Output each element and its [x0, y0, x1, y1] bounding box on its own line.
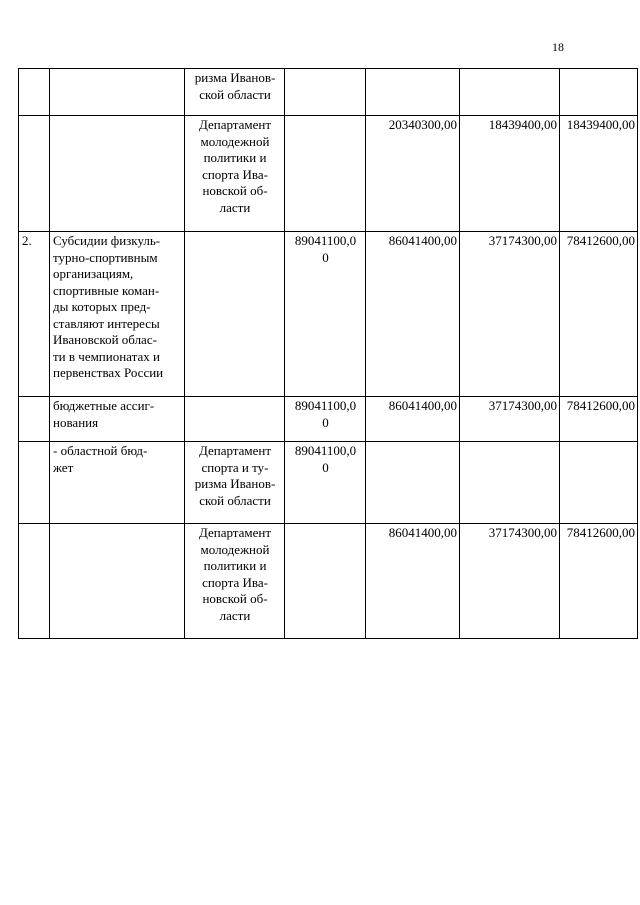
- executor-cell: [185, 69, 285, 116]
- executor-cell: [185, 232, 285, 397]
- item-name-cell: [50, 442, 185, 524]
- page-number: 18: [552, 40, 564, 54]
- text-line: бюджетные ассиг-: [53, 398, 155, 413]
- text-line: спорта Ива-: [202, 574, 268, 590]
- text-line: ской области: [199, 492, 271, 508]
- text-line: новской об-: [202, 183, 268, 198]
- text-line: 0: [322, 249, 329, 265]
- text-line: 0: [322, 459, 329, 475]
- year3-cell: 78412600,00: [560, 397, 638, 442]
- total-cell: [285, 232, 366, 397]
- year1-cell: 20340300,00: [366, 116, 460, 232]
- table-row: [19, 442, 638, 524]
- text-line: молодежной: [200, 541, 270, 557]
- row-number-cell: [19, 116, 50, 232]
- text-line: 0: [322, 414, 329, 430]
- text-line: ставляют интересы: [53, 315, 160, 331]
- text-line: Субсидии физкуль-: [53, 233, 161, 248]
- text-line: спорта Ива-: [202, 166, 268, 182]
- year1-cell: 86041400,00: [366, 397, 460, 442]
- year3-cell: 18439400,00: [560, 116, 638, 232]
- text-line: ской области: [199, 86, 271, 102]
- text-line: 89041100,0: [294, 443, 357, 458]
- row-number-cell: [19, 442, 50, 524]
- total-cell: [285, 397, 366, 442]
- year1-cell: [366, 442, 460, 524]
- text-line: ризма Иванов-: [194, 476, 276, 491]
- row-number-cell: [19, 524, 50, 639]
- year1-cell: 86041400,00: [366, 524, 460, 639]
- total-cell: [285, 116, 366, 232]
- text-line: ти в чемпионатах и: [53, 348, 160, 364]
- table-row: [19, 524, 638, 639]
- text-line: политики и: [203, 150, 267, 165]
- total-cell: [285, 524, 366, 639]
- executor-cell: [185, 116, 285, 232]
- text-line: ды которых пред-: [53, 299, 151, 314]
- text-line: ласти: [219, 607, 251, 623]
- item-name-cell: [50, 397, 185, 442]
- year2-cell: 37174300,00: [460, 232, 560, 397]
- text-line: спорта и ту-: [201, 459, 269, 475]
- executor-cell: [185, 442, 285, 524]
- text-line: жет: [53, 459, 74, 475]
- row-number-cell: 2.: [19, 232, 50, 397]
- year2-cell: 37174300,00: [460, 524, 560, 639]
- year3-cell: [560, 69, 638, 116]
- budget-table: [18, 68, 638, 639]
- text-line: первенствах России: [53, 365, 164, 380]
- year2-cell: [460, 69, 560, 116]
- text-line: спортивные коман-: [53, 282, 160, 298]
- text-line: Департамент: [198, 443, 272, 458]
- text-line: 89041100,0: [294, 233, 357, 248]
- year2-cell: 37174300,00: [460, 397, 560, 442]
- text-line: турно-спортивным: [53, 249, 158, 265]
- text-line: политики и: [203, 558, 267, 573]
- item-name-cell: [50, 524, 185, 639]
- text-line: молодежной: [200, 133, 270, 149]
- total-cell: [285, 69, 366, 116]
- executor-cell: [185, 397, 285, 442]
- text-line: Ивановской облас-: [53, 332, 157, 347]
- executor-cell: [185, 524, 285, 639]
- item-name-cell: [50, 116, 185, 232]
- year1-cell: 86041400,00: [366, 232, 460, 397]
- year2-cell: 18439400,00: [460, 116, 560, 232]
- text-line: нования: [53, 414, 99, 430]
- item-name-cell: [50, 232, 185, 397]
- table-row: [19, 397, 638, 442]
- table-row: [19, 232, 638, 397]
- year3-cell: 78412600,00: [560, 232, 638, 397]
- year3-cell: [560, 442, 638, 524]
- text-line: Департамент: [198, 525, 272, 540]
- text-line: новской об-: [202, 591, 268, 606]
- row-number-cell: [19, 397, 50, 442]
- text-line: ризма Иванов-: [194, 70, 276, 85]
- year1-cell: [366, 69, 460, 116]
- total-cell: [285, 442, 366, 524]
- table-row: [19, 69, 638, 116]
- text-line: 89041100,0: [294, 398, 357, 413]
- text-line: - областной бюд-: [53, 443, 148, 458]
- year3-cell: 78412600,00: [560, 524, 638, 639]
- text-line: Департамент: [198, 117, 272, 132]
- item-name-cell: [50, 69, 185, 116]
- row-number-cell: [19, 69, 50, 116]
- year2-cell: [460, 442, 560, 524]
- text-line: организациям,: [53, 266, 134, 281]
- table-row: [19, 116, 638, 232]
- text-line: ласти: [219, 199, 251, 215]
